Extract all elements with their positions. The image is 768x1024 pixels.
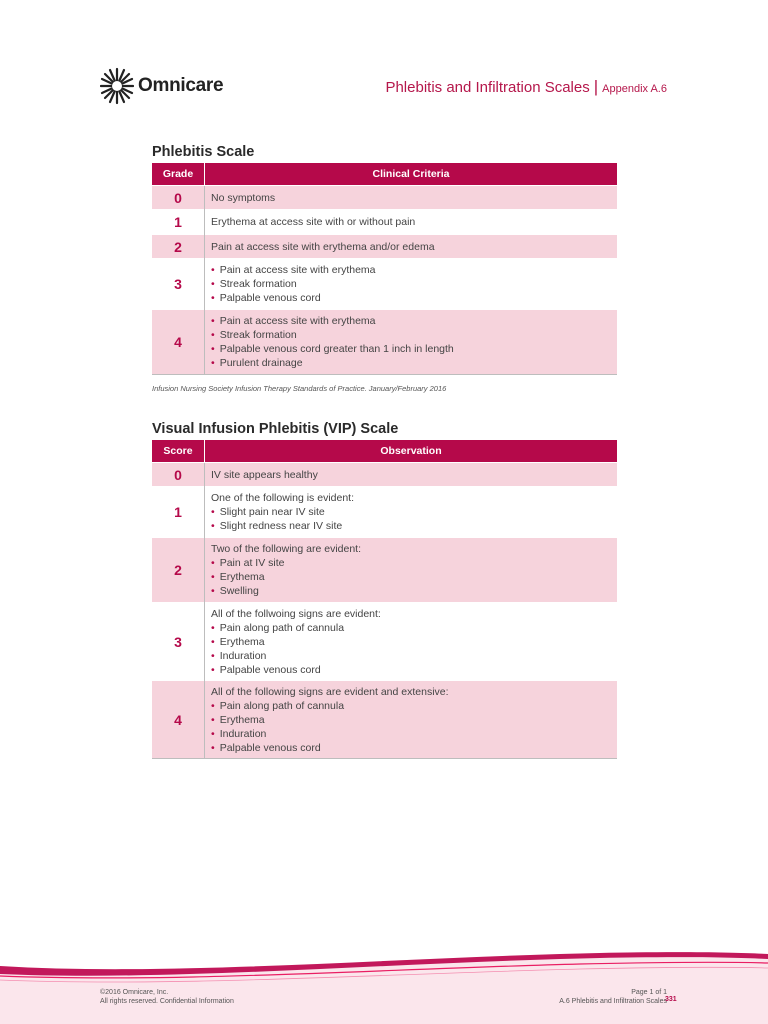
page-header-title: [385, 77, 667, 97]
observation-item: • Slight pain near IV site: [211, 505, 611, 519]
observation-item: • Erythema: [211, 713, 611, 727]
observation-text: IV site appears healthy: [205, 463, 618, 487]
score-value: 0: [152, 463, 205, 487]
score-value: 1: [152, 487, 205, 538]
table-row: [152, 603, 617, 681]
observation-list: [211, 699, 611, 755]
copyright-text: ©2016 Omnicare, Inc.: [100, 989, 169, 996]
observation-item: • Palpable venous cord: [211, 663, 611, 677]
starburst-logo-icon: [100, 66, 134, 106]
observation-item: • Erythema: [211, 570, 611, 584]
table-row: [152, 259, 617, 310]
observation-cell: [205, 603, 618, 681]
phlebitis-scale-title: Phlebitis Scale: [152, 144, 255, 160]
grade-value: 3: [152, 259, 205, 310]
grade-value: 4: [152, 310, 205, 375]
criteria-item: • Pain at access site with erythema: [211, 263, 611, 277]
document-title: Phlebitis and Infiltration Scales: [385, 79, 590, 96]
score-value: 4: [152, 681, 205, 759]
observation-item: • Erythema: [211, 635, 611, 649]
title-separator: |: [593, 77, 599, 96]
table-row: [152, 538, 617, 603]
omnicare-logo: [100, 66, 223, 106]
observation-list: [211, 505, 611, 533]
appendix-label: Appendix A.6: [602, 83, 667, 95]
observation-intro: One of the following is evident:: [211, 492, 355, 504]
table-row: [152, 186, 617, 210]
grade-value: 0: [152, 186, 205, 210]
table-row: [152, 487, 617, 538]
brand-name: Omnicare: [138, 75, 224, 96]
vip-scale-title: Visual Infusion Phlebitis (VIP) Scale: [152, 421, 399, 437]
criteria-cell: [205, 310, 618, 375]
observation-list: [211, 621, 611, 677]
vip-scale-table: [152, 440, 617, 759]
observation-item: • Induration: [211, 727, 611, 741]
observation-cell: [205, 681, 618, 759]
table-row: [152, 463, 617, 487]
observation-cell: [205, 487, 618, 538]
footer-page-info: [559, 988, 667, 1006]
observation-item: • Pain along path of cannula: [211, 621, 611, 635]
criteria-text: Erythema at access site with or without pain: [205, 210, 618, 235]
observation-item: • Pain along path of cannula: [211, 699, 611, 713]
criteria-text: No symptoms: [205, 186, 618, 210]
score-value: 3: [152, 603, 205, 681]
observation-item: • Slight redness near IV site: [211, 519, 611, 533]
footer-wave-decoration: [0, 950, 768, 1024]
section-text: A.6 Phlebitis and Infiltration Scales: [559, 998, 667, 1005]
criteria-item: • Pain at access site with erythema: [211, 314, 611, 328]
table-row: [152, 210, 617, 235]
observation-intro: Two of the following are evident:: [211, 543, 362, 555]
criteria-item: • Palpable venous cord greater than 1 inch in length: [211, 342, 611, 356]
observation-column-header: Observation: [205, 440, 618, 463]
grade-value: 1: [152, 210, 205, 235]
table-header-row: [152, 163, 617, 186]
criteria-text: Pain at access site with erythema and/or edema: [205, 235, 618, 259]
criteria-cell: [205, 259, 618, 310]
criteria-item: • Purulent drainage: [211, 356, 611, 370]
page-number: 331: [665, 996, 677, 1003]
criteria-list: [211, 263, 611, 305]
score-column-header: Score: [152, 440, 205, 463]
rights-text: All rights reserved. Confidential Information: [100, 998, 234, 1005]
table-row: [152, 310, 617, 375]
criteria-item: • Palpable venous cord: [211, 291, 611, 305]
observation-item: • Swelling: [211, 584, 611, 598]
table-row: [152, 681, 617, 759]
criteria-list: [211, 314, 611, 370]
observation-intro: All of the following signs are evident and extensive:: [211, 685, 449, 698]
footer-copyright: [100, 988, 234, 1006]
observation-list: [211, 556, 611, 598]
observation-item: • Pain at IV site: [211, 556, 611, 570]
score-value: 2: [152, 538, 205, 603]
table-row: [152, 235, 617, 259]
source-citation: Infusion Nursing Society Infusion Therapy Standards of Practice. January/February 2016: [152, 384, 447, 393]
table-header-row: [152, 440, 617, 463]
grade-column-header: Grade: [152, 163, 205, 186]
observation-item: • Induration: [211, 649, 611, 663]
criteria-item: • Streak formation: [211, 328, 611, 342]
grade-value: 2: [152, 235, 205, 259]
observation-item: • Palpable venous cord: [211, 741, 611, 755]
observation-intro: All of the follwoing signs are evident:: [211, 607, 381, 620]
observation-cell: [205, 538, 618, 603]
phlebitis-scale-table: [152, 163, 617, 375]
page-of-text: Page 1 of 1: [631, 989, 667, 996]
criteria-item: • Streak formation: [211, 277, 611, 291]
criteria-column-header: Clinical Criteria: [205, 163, 618, 186]
